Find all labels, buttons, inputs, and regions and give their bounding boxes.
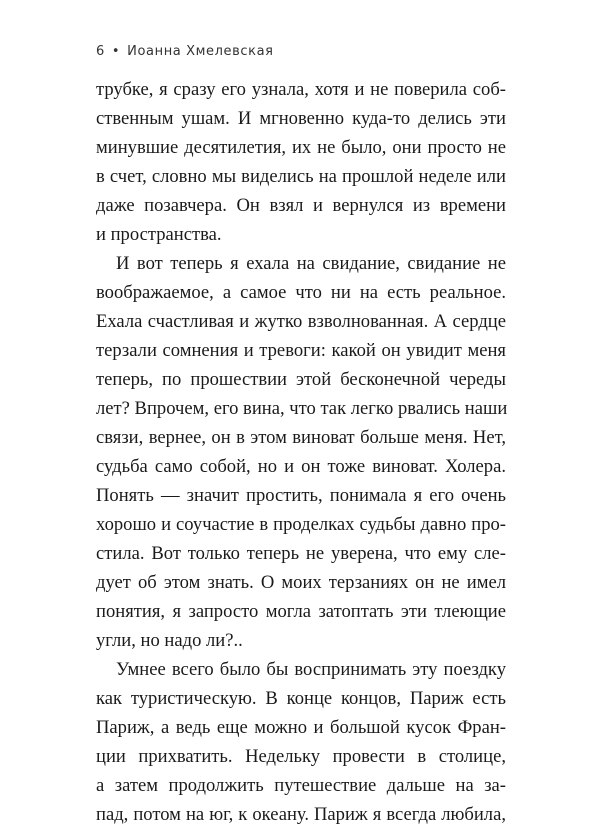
text-line: И вот теперь я ехала на свидание, свидание не	[116, 253, 506, 274]
page-number: 6	[96, 44, 105, 59]
body-text	[96, 75, 506, 829]
text-line: ции прихватить. Недельку провести в столице,	[96, 746, 506, 767]
text-line: хорошо и соучастие в проделках судьбы давно про-	[96, 514, 506, 535]
text-line: Париж, а ведь еще можно и большой кусок Фран-	[96, 717, 506, 738]
author-name: Иоанна Хмелевская	[127, 44, 274, 59]
text-line: теперь, по прошествии этой бесконечной череды	[96, 369, 506, 390]
text-line: минувшие десятилетия, их не было, они просто не	[96, 137, 506, 158]
text-line: дует об этом знать. О моих терзаниях он не имел	[96, 572, 506, 593]
text-line: пад, потом на юг, к океану. Париж я всегда любила,	[96, 804, 506, 825]
text-line: как туристическую. В конце концов, Париж есть	[96, 688, 506, 709]
text-line: Ехала счастливая и жутко взволнованная. А сердце	[96, 311, 506, 332]
text-line: Понять — значит простить, понимала я его очень	[96, 485, 506, 506]
running-head	[96, 44, 274, 59]
text-line: угли, но надо ли?..	[96, 630, 243, 651]
text-line: в счет, словно мы виделись на прошлой неделе или	[96, 166, 506, 187]
text-line: лет? Впрочем, его вина, что так легко рвались наши	[96, 398, 508, 419]
text-line: и пространства.	[96, 224, 222, 245]
text-line: терзали сомнения и тревоги: какой он увидит меня	[96, 340, 506, 361]
text-line: ственным ушам. И мгновенно куда-то делись эти	[96, 108, 506, 129]
header-separator: •	[111, 44, 121, 59]
text-line: Умнее всего было бы воспринимать эту поездку	[116, 659, 506, 680]
text-line: связи, вернее, он в этом виноват больше меня. Нет,	[96, 427, 506, 448]
text-line: трубке, я сразу его узнала, хотя и не поверила соб-	[96, 79, 506, 100]
text-line: воображаемое, а самое что ни на есть реальное.	[96, 282, 506, 303]
text-line: судьба само собой, но и он тоже виноват. Холера.	[96, 456, 506, 477]
text-line: стила. Вот только теперь не уверена, что ему сле-	[96, 543, 506, 564]
text-line: понятия, я запросто могла затоптать эти тлеющие	[96, 601, 506, 622]
text-line: а затем продолжить путешествие дальше на за-	[96, 775, 506, 796]
text-line: даже позавчера. Он взял и вернулся из времени	[96, 195, 506, 216]
